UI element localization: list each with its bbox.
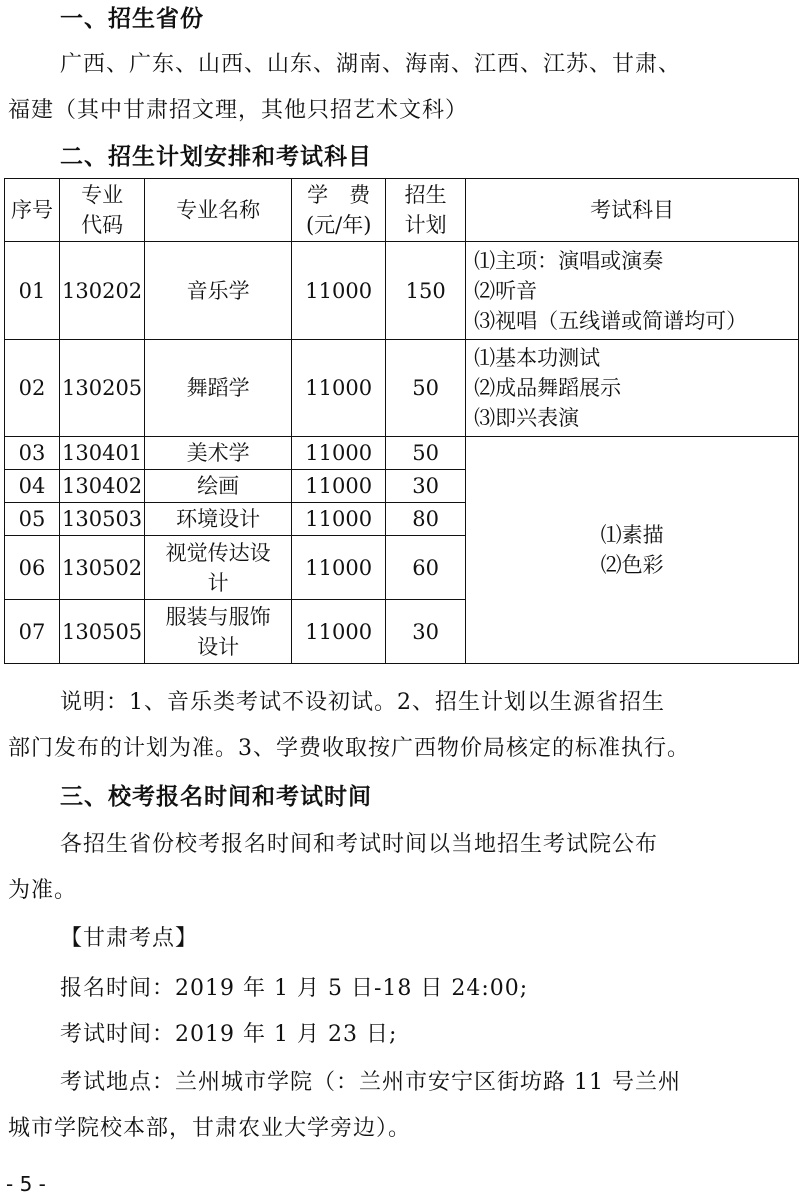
table-row: 05 130503 环境设计 11000 80 [5,503,799,536]
section-3-heading: 三、校考报名时间和考试时间 [60,784,372,810]
table-row: 01 130202 音乐学 11000 150 ⑴主项：演唱或演奏 ⑵听音 ⑶视唱（五线谱或简谱均可） [5,242,799,340]
exam-time: 考试时间：2019 年 1 月 23 日; [60,1022,398,1047]
registration-time: 报名时间：2019 年 1 月 5 日-18 日 24:00; [60,976,529,1001]
enrollment-plan-table [4,178,799,664]
page-number: - 5 - [6,1172,46,1196]
exam-dance: ⑴基本功测试 ⑵成品舞蹈展示 ⑶即兴表演 [466,340,799,437]
table-row: 02 130205 舞蹈学 11000 50 ⑴基本功测试 ⑵成品舞蹈展示 ⑶即兴表演 [5,340,799,437]
provinces-line-1: 广西、广东、山西、山东、湖南、海南、江西、江苏、甘肃、 [60,52,682,77]
section-1-heading: 一、招生省份 [60,6,204,32]
table-header-row [5,179,799,242]
table-row: 07 130505 服装与服饰 设计 11000 30 [5,600,799,664]
note-line-1: 说明：1、音乐类考试不设初试。2、招生计划以生源省招生 [60,690,665,715]
header-code: 专业 代码 [60,179,145,242]
header-name: 专业名称 [145,179,292,242]
paragraph-line-2: 为准。 [8,878,78,903]
note-line-2: 部门发布的计划为准。3、学费收取按广西物价局核定的标准执行。 [8,736,690,761]
exam-music: ⑴主项：演唱或演奏 ⑵听音 ⑶视唱（五线谱或简谱均可） [466,242,799,340]
exam-location-line-2: 城市学院校本部，甘肃农业大学旁边）。 [8,1116,412,1141]
header-fee: 学 费 (元/年) [292,179,386,242]
provinces-line-2: 福建（其中甘肃招文理，其他只招艺术文科） [8,98,469,123]
exam-location-line-1: 考试地点：兰州城市学院（：兰州市安宁区街坊路 11 号兰州 [60,1070,681,1095]
header-plan: 招生 计划 [386,179,466,242]
table-row: 04 130402 绘画 11000 30 [5,470,799,503]
gansu-label: 【甘肃考点】 [60,926,199,951]
table-row: 03 130401 美术学 11000 50 ⑴素描 ⑵色彩 [5,437,799,470]
exam-art: ⑴素描 ⑵色彩 [466,437,799,664]
header-exam: 考试科目 [466,179,799,242]
table-row: 06 130502 视觉传达设 计 11000 60 [5,536,799,600]
paragraph-line-1: 各招生省份校考报名时间和考试时间以当地招生考试院公布 [60,832,659,857]
header-no: 序号 [5,179,60,242]
section-2-heading: 二、招生计划安排和考试科目 [60,144,372,170]
